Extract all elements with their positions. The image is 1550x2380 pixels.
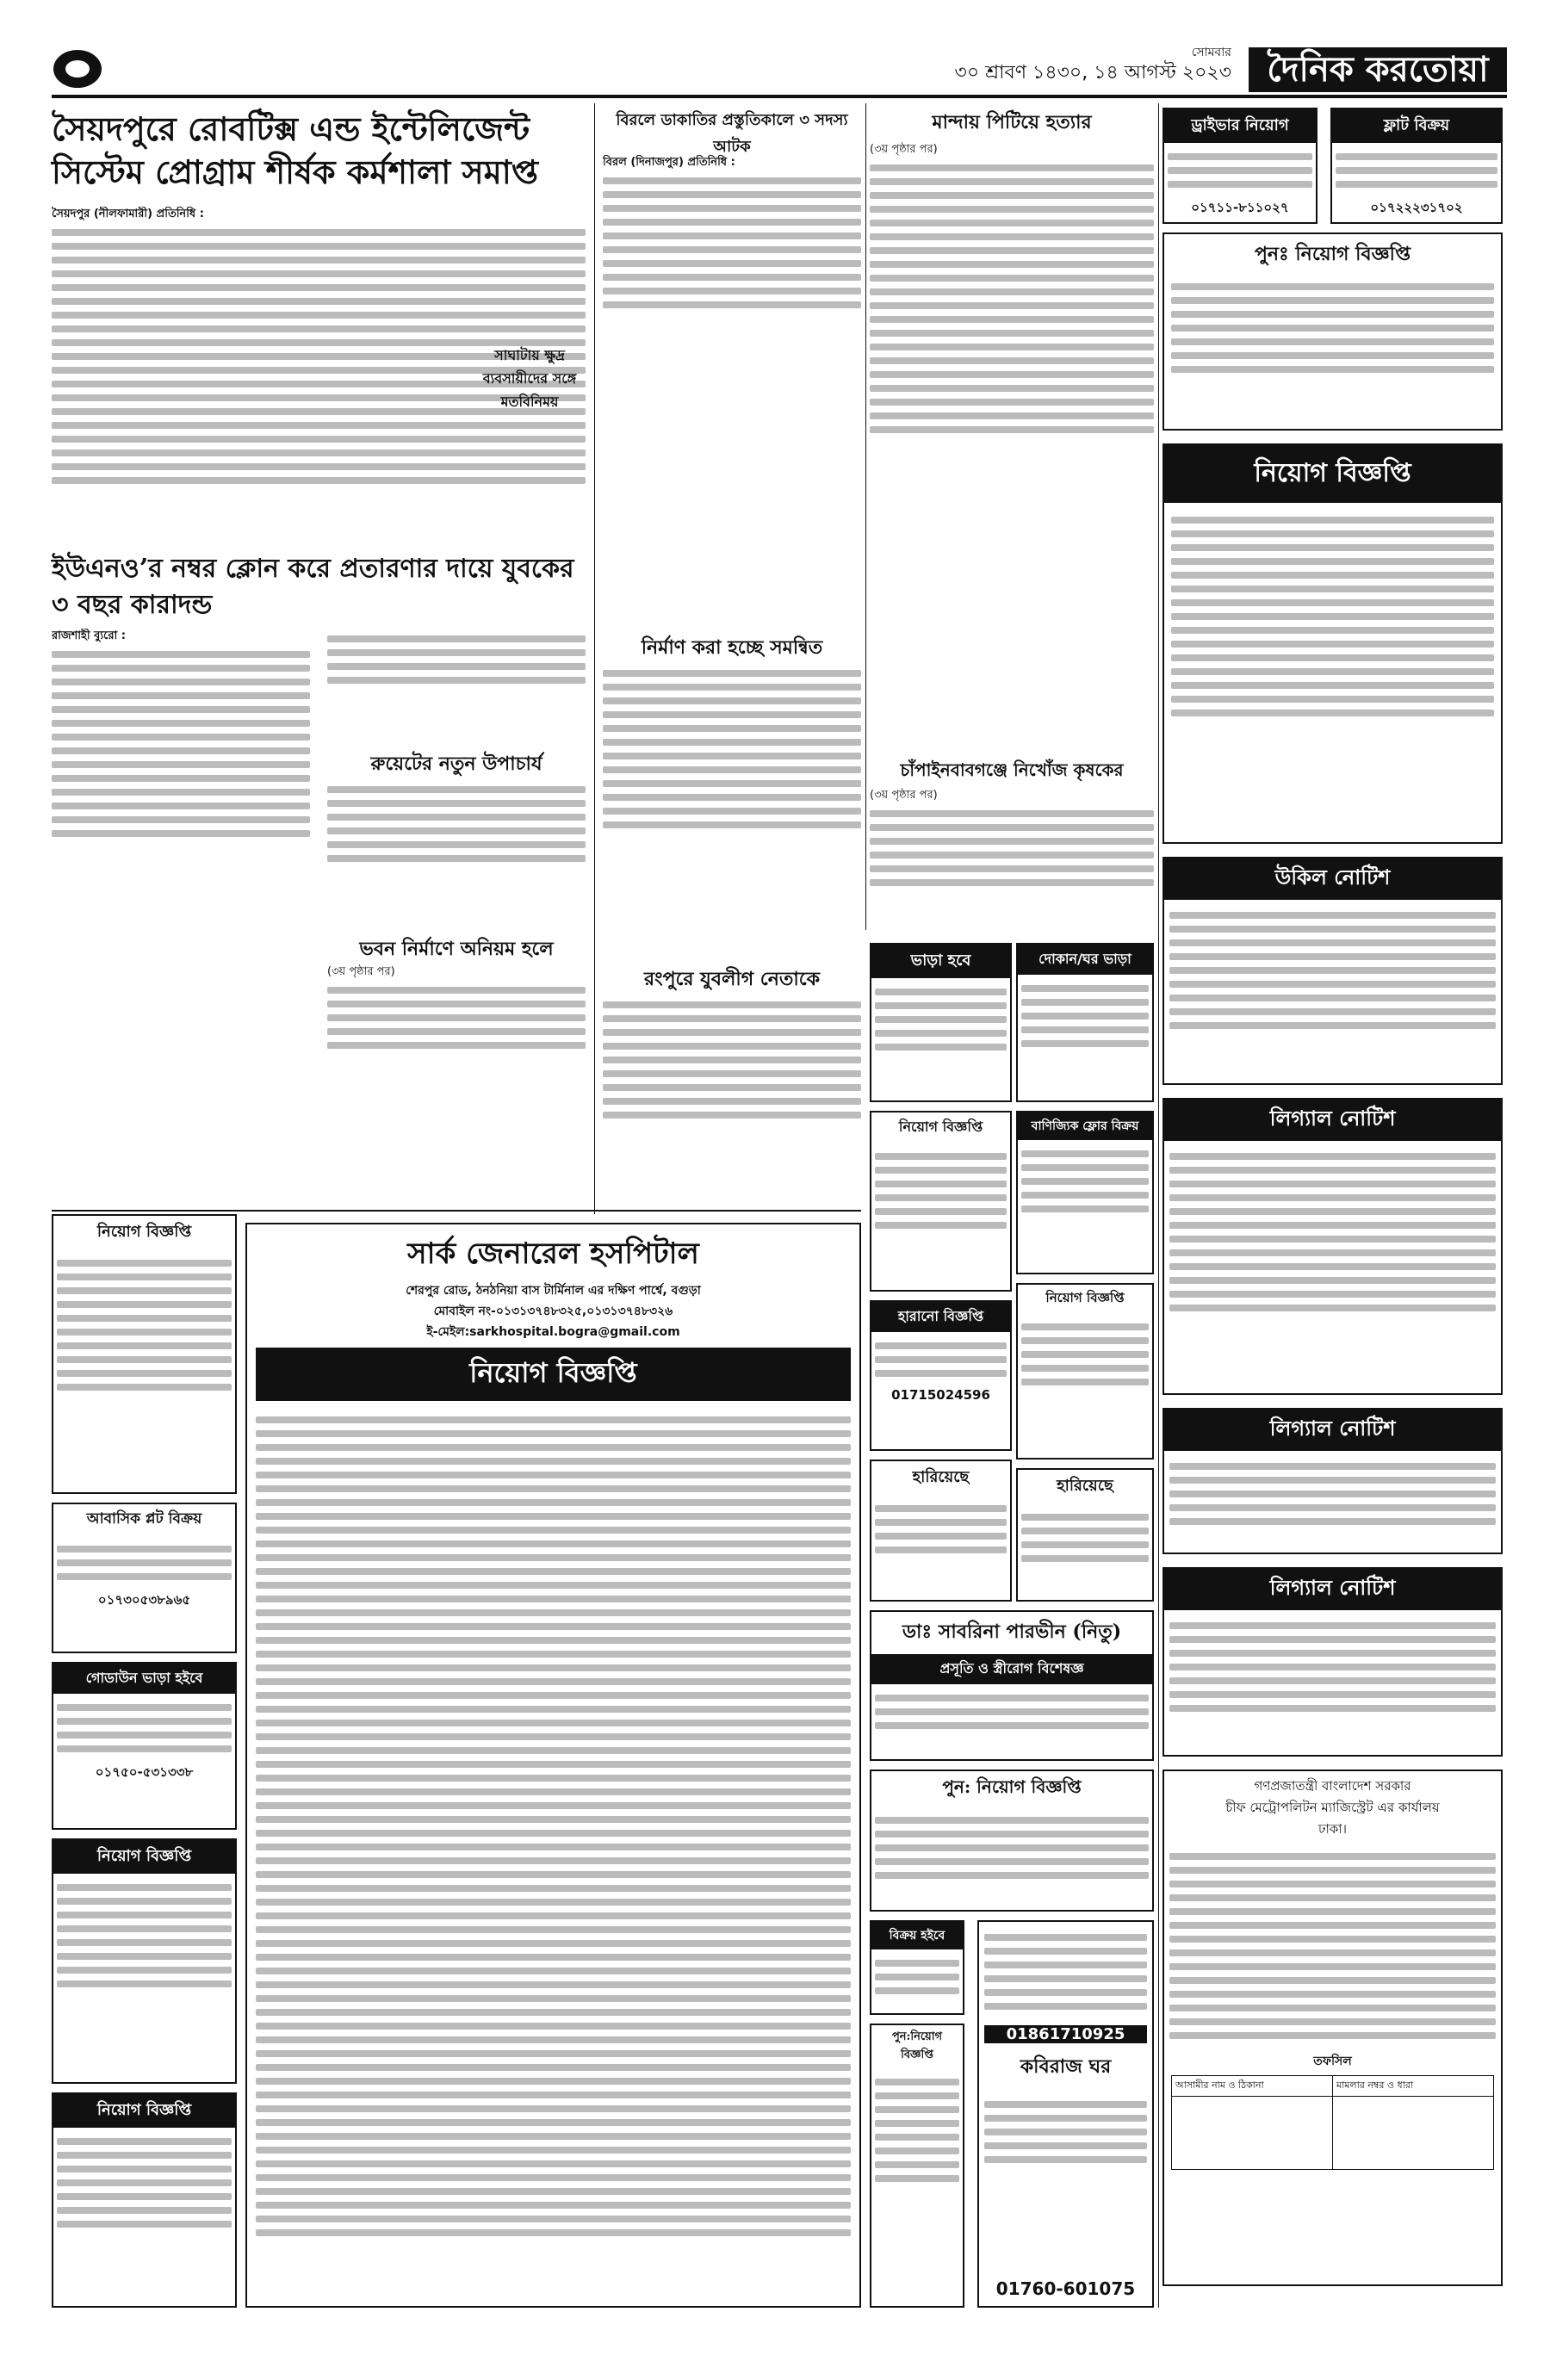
hospital-ad-table xyxy=(247,1406,859,2308)
appointment-left-2-title: নিয়োগ বিজ্ঞপ্তি xyxy=(53,1840,235,1874)
govt-notice-col1: আসামীর নাম ও ঠিকানা xyxy=(1172,2076,1333,2096)
lead-story-headline: সৈয়দপুরে রোবটিক্স এন্ড ইন্টেলিজেন্ট সিস্টেম প্রোগ্রাম শীর্ষক কর্মশালা সমাপ্ত xyxy=(52,109,539,191)
column-divider xyxy=(865,103,866,930)
re-appointment-3-title: পুন:নিয়োগ বিজ্ঞপ্তি xyxy=(891,2030,943,2061)
legal-notice-2-ad xyxy=(1162,1408,1503,1554)
godown-phone: ০১৭৫০-৫৩১৩৩৮ xyxy=(95,1764,194,1780)
rent-ad xyxy=(870,943,1012,1102)
legal-notice-3-title: লিগ্যাল নোটিশ xyxy=(1164,1569,1501,1610)
godown-ad xyxy=(52,1662,237,1830)
appointment-left-3-ad xyxy=(52,2092,237,2308)
rangpur-story-body xyxy=(603,995,861,1193)
reappointment-title: পুনঃ নিয়োগ বিজ্ঞপ্তি xyxy=(1254,243,1411,265)
building-story-body xyxy=(327,964,586,1094)
appointment-small-2-title: নিয়োগ বিজ্ঞপ্তি xyxy=(1045,1290,1125,1305)
appointment-big-ad xyxy=(1162,443,1503,844)
lost-1-phone: 01715024596 xyxy=(891,1387,990,1403)
appointment-left-2-ad xyxy=(52,1838,237,2084)
hospital-address: শেরপুর রোড, ঠনঠনিয়া বাস টার্মিনাল এর দক্ষিণ পার্শ্বে, বগুড়া xyxy=(406,1284,701,1298)
driver-ad xyxy=(1162,108,1318,224)
fraud-story-body-col2 xyxy=(327,629,586,715)
hospital-name: সার্ক জেনারেল হসপিটাল xyxy=(407,1236,699,1271)
govt-notice xyxy=(1162,1770,1503,2286)
residential-plot-title: আবাসিক প্লট বিক্রয় xyxy=(86,1510,202,1528)
reappointment-ad xyxy=(1162,232,1503,431)
appointment-left-3-title: নিয়োগ বিজ্ঞপ্তি xyxy=(53,2094,235,2128)
rangpur-story-headline: রংপুরে যুবলীগ নেতাকে xyxy=(644,968,820,990)
govt-notice-city: ঢাকা। xyxy=(1318,1821,1348,1837)
legal-notice-2-title: লিগ্যাল নোটিশ xyxy=(1164,1410,1501,1451)
column-divider xyxy=(594,103,595,1214)
masthead-date: ৩০ শ্রাবণ ১৪৩০, ১৪ আগস্ট ২০২৩ xyxy=(954,62,1231,84)
godown-title: গোডাউন ভাড়া হইবে xyxy=(53,1664,235,1694)
nirmal-story-body xyxy=(603,663,861,947)
mp-story-subhead: বিরলে ডাকাতির প্রস্তুতিকালে ৩ সদস্য আটক xyxy=(616,111,848,156)
column-divider xyxy=(1158,103,1159,2308)
shop-rent-ad xyxy=(1016,943,1154,1102)
appointment-small-1-title: নিয়োগ বিজ্ঞপ্তি xyxy=(898,1119,983,1135)
murder-story-headline: মান্দায় পিটিয়ে হত্যার xyxy=(932,111,1092,133)
herbal-title: কবিরাজ ঘর xyxy=(1020,2055,1112,2078)
fraud-story-headline: ইউএনও’র নম্বর ক্লোন করে প্রতারণার দায়ে যুবকের ৩ বছর কারাদন্ড xyxy=(52,554,574,620)
govt-notice-table-title: তফসিল xyxy=(1313,2055,1352,2068)
residential-plot-ad xyxy=(52,1503,237,1653)
appointment-big-title: নিয়োগ বিজ্ঞপ্তি xyxy=(1164,445,1501,503)
lost-2-title: হারিয়েছে xyxy=(912,1468,970,1486)
rent-ad-title: ভাড়া হবে xyxy=(871,945,1010,978)
govt-notice-col2: মামলার নম্বর ও ধারা xyxy=(1336,2079,1414,2091)
legal-notice-1-ad xyxy=(1162,1098,1503,1395)
section-divider xyxy=(52,1210,861,1212)
fraud-story-byline: রাজশাহী ব্যুরো : xyxy=(52,629,126,642)
hospital-email: ই-মেইল:sarkhospital.bogra@gmail.com xyxy=(426,1325,680,1339)
lead-story-byline: সৈয়দপুর (নীলফামারী) প্রতিনিধি : xyxy=(52,208,204,220)
lost-3-title: হারিয়েছে xyxy=(1057,1477,1113,1495)
legal-notice-3-ad xyxy=(1162,1567,1503,1757)
commercial-floor-title: বাণিজ্যিক ফ্লোর বিক্রয় xyxy=(1018,1113,1152,1140)
fraud-story-body xyxy=(52,629,310,939)
driver-ad-phone: ০১৭১১-৮১১০২৭ xyxy=(1191,200,1289,215)
re-appointment-2-title: পুন: নিয়োগ বিজ্ঞপ্তি xyxy=(942,1776,1082,1797)
building-story-note: (৩য় পৃষ্ঠার পর) xyxy=(327,965,395,978)
govt-notice-header: গণপ্রজাতন্ত্রী বাংলাদেশ সরকার xyxy=(1254,1778,1411,1794)
crop-story-body xyxy=(870,788,1154,930)
hospital-ad-title: নিয়োগ বিজ্ঞপ্তি xyxy=(256,1348,851,1401)
crop-story-note: (৩য় পৃষ্ঠার পর) xyxy=(870,789,938,802)
driver-ad-title: ড্রাইভার নিয়োগ xyxy=(1164,109,1316,143)
masthead-paper-name: দৈনিক করতোয়া xyxy=(1249,47,1507,92)
appointment-left-1-ad xyxy=(52,1214,237,1494)
lost-1-ad xyxy=(870,1300,1012,1451)
hospital-mobile: মোবাইল নং-০১৩১৩৭৪৮৩২৫,০১৩১৩৭৪৮৩২৬ xyxy=(433,1305,673,1318)
doctor-name: ডাঃ সাবরিনা পারভীন (নিতু) xyxy=(902,1621,1122,1643)
mp-story-body xyxy=(603,155,861,396)
murder-story-note: (৩য় পৃষ্ঠার পর) xyxy=(870,143,938,156)
lost-2-ad xyxy=(870,1460,1012,1602)
legal-notice-1-title: লিগ্যাল নোটিশ xyxy=(1164,1100,1501,1141)
masthead xyxy=(52,47,1507,98)
doctor-ad xyxy=(870,1610,1154,1761)
vc-story-headline: রুয়েটের নতুন উপাচার্য xyxy=(370,753,542,775)
lawyer-notice-title: উকিল নোটিশ xyxy=(1164,858,1501,900)
flat-sale-phone: ০১৭২২২৩১৭০২ xyxy=(1370,200,1463,215)
herbal-phone-2: 01760-601075 xyxy=(995,2278,1136,2299)
appointment-small-2-ad xyxy=(1016,1283,1154,1460)
re-appointment-3-ad xyxy=(870,2024,964,2308)
govt-notice-table xyxy=(1171,2075,1494,2170)
nirmal-story-headline: নির্মাণ করা হচ্ছে সমন্বিত xyxy=(641,636,823,659)
hospital-ad xyxy=(245,1223,861,2308)
building-story-headline: ভবন নির্মাণে অনিয়ম হলে xyxy=(359,938,554,960)
flat-sale-ad xyxy=(1330,108,1503,224)
newspaper-logo-icon xyxy=(52,47,103,90)
doctor-subtitle: প্রসূতি ও স্ত্রীরোগ বিশেষজ্ঞ xyxy=(871,1654,1152,1684)
lost-1-title: হারানো বিজ্ঞপ্তি xyxy=(871,1302,1010,1332)
mp-story-byline: বিরল (দিনাজপুর) প্রতিনিধি : xyxy=(603,156,735,169)
vc-story-body xyxy=(327,779,586,908)
govt-notice-office: চীফ মেট্রোপলিটন ম্যাজিস্ট্রেট এর কার্যালয় xyxy=(1225,1800,1440,1815)
appointment-small-1-ad xyxy=(870,1111,1012,1292)
flat-sale-title: ফ্লাট বিক্রয় xyxy=(1332,109,1501,143)
herbal-ad xyxy=(977,1920,1154,2308)
masthead-day: সোমবার xyxy=(1191,46,1231,59)
murder-story-body xyxy=(870,142,1154,745)
shop-rent-title: দোকান/ঘর ভাড়া xyxy=(1018,945,1152,975)
residential-plot-phone: ০১৭৩০৫৩৮৯৬৫ xyxy=(97,1592,191,1608)
mp-story-headline: সাঘাটায় ক্ষুদ্র ব্যবসায়ীদের সঙ্গে মতবিনিময় xyxy=(482,347,577,410)
herbal-phone: 01861710925 xyxy=(984,2025,1147,2043)
appointment-left-1-title: নিয়োগ বিজ্ঞপ্তি xyxy=(96,1223,192,1241)
sale-title: বিক্রয় হইবে xyxy=(871,1922,963,1949)
lost-3-ad xyxy=(1016,1468,1154,1602)
commercial-floor-ad xyxy=(1016,1111,1154,1274)
sale-ad xyxy=(870,1920,964,2015)
crop-story-headline: চাঁপাইনবাবগঞ্জে নিখোঁজ কৃষকের xyxy=(900,759,1124,780)
lawyer-notice-ad xyxy=(1162,857,1503,1085)
re-appointment-2-ad xyxy=(870,1770,1154,1912)
